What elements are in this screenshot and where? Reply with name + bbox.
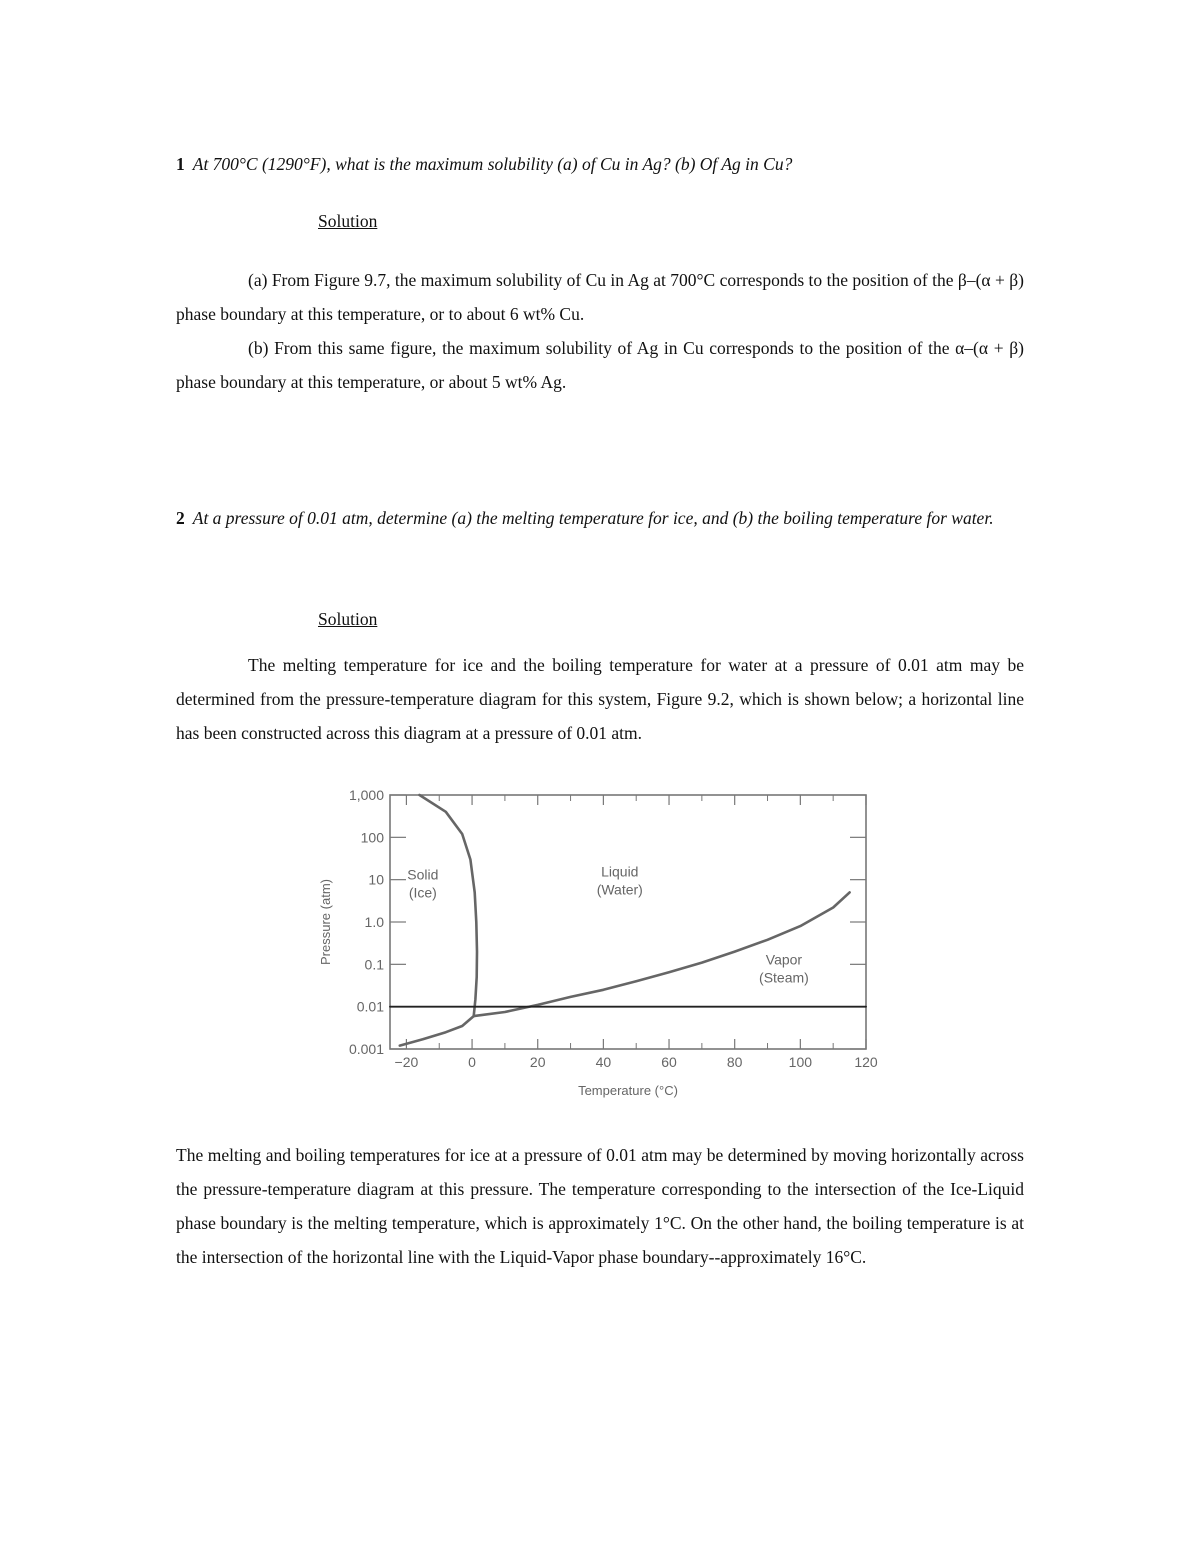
x-tick-label: 40 bbox=[595, 1054, 612, 1070]
x-tick-label: −20 bbox=[394, 1054, 419, 1070]
region-label-vapor-line1: Vapor bbox=[765, 951, 803, 968]
solid-vapor-boundary bbox=[400, 1016, 474, 1046]
x-tick-label: 0 bbox=[468, 1054, 476, 1070]
question-2 bbox=[176, 501, 1024, 535]
question-1-number: 1 bbox=[176, 154, 185, 174]
solution-1-heading: Solution bbox=[318, 211, 378, 231]
y-tick-label: 0.001 bbox=[348, 1041, 384, 1057]
region-label-solid-line2: (Ice) bbox=[408, 884, 437, 901]
region-label-liquid-line2: (Water) bbox=[596, 881, 643, 898]
question-2-text: At a pressure of 0.01 atm, determine (a) the melting temperature for ice, and (b) the boiling temperature for water. bbox=[192, 508, 994, 528]
phase-diagram-chart bbox=[300, 780, 900, 1110]
solution-1-body bbox=[176, 263, 1024, 399]
y-axis-label: Pressure (atm) bbox=[318, 879, 333, 965]
phase-diagram-figure bbox=[300, 780, 900, 1110]
y-tick-label: 100 bbox=[360, 829, 384, 846]
solution-1-part-a: (a) From Figure 9.7, the maximum solubility of Cu in Ag at 700°C corresponds to the position of the β–(α + β) phase boundary at this temperature, or to about 6 wt% Cu. bbox=[176, 270, 1024, 324]
solution-2-conclusion: The melting and boiling temperatures for ice at a pressure of 0.01 atm may be determined by moving horizontally across the pressure-temperature diagram at this pressure. The temperature corresponding to the intersection of the Ice-Liquid phase boundary is the melting temperature, which is approximately 1°C. On the other hand, the boiling temperature is at the intersection of the horizontal line with the Liquid-Vapor phase boundary--approximately 16°C. bbox=[176, 1145, 1024, 1267]
x-tick-label: 60 bbox=[661, 1054, 677, 1070]
solid-liquid-boundary bbox=[420, 795, 478, 1016]
x-axis-label: Temperature (°C) bbox=[578, 1083, 678, 1098]
y-tick-label: 0.1 bbox=[364, 956, 384, 973]
region-label-liquid-line1: Liquid bbox=[601, 863, 639, 880]
x-tick-label: 20 bbox=[529, 1054, 546, 1070]
y-tick-label: 10 bbox=[368, 871, 384, 888]
solution-2-intro: The melting temperature for ice and the boiling temperature for water at a pressure of 0.01 atm may be determined from the pressure-temperature diagram for this system, Figure 9.2, which is shown below; a horizontal line has been constructed across this diagram at a pressure of 0.01 atm. bbox=[176, 655, 1024, 743]
question-2-number: 2 bbox=[176, 508, 185, 528]
x-tick-label: 100 bbox=[788, 1054, 813, 1070]
y-tick-label: 0.01 bbox=[356, 998, 384, 1015]
x-tick-label: 120 bbox=[854, 1054, 878, 1070]
region-label-solid-line1: Solid bbox=[407, 866, 439, 883]
solution-2-heading: Solution bbox=[318, 609, 378, 629]
y-tick-label: 1,000 bbox=[348, 787, 384, 803]
question-1 bbox=[176, 154, 1024, 175]
solution-1-part-b: (b) From this same figure, the maximum solubility of Ag in Cu corresponds to the position of the α–(α + β) phase boundary at this temperature, or about 5 wt% Ag. bbox=[176, 338, 1024, 392]
x-tick-label: 80 bbox=[726, 1054, 743, 1070]
question-1-text: At 700°C (1290°F), what is the maximum solubility (a) of Cu in Ag? (b) Of Ag in Cu? bbox=[192, 154, 793, 174]
y-tick-label: 1.0 bbox=[364, 914, 384, 930]
region-label-vapor-line2: (Steam) bbox=[759, 969, 809, 986]
